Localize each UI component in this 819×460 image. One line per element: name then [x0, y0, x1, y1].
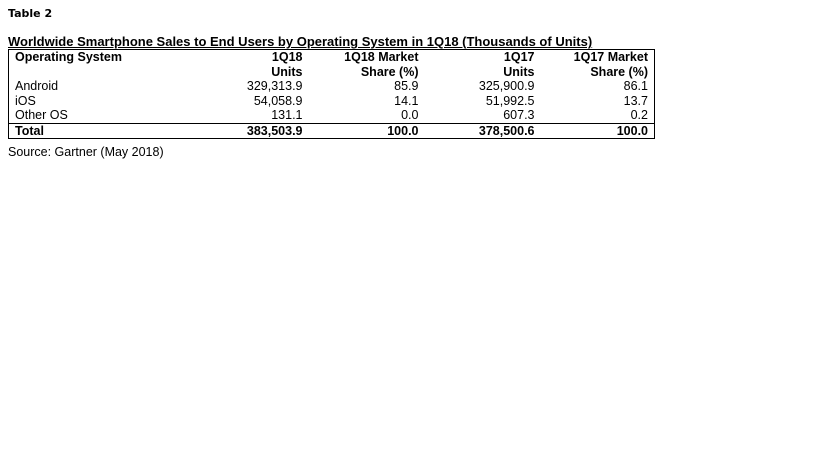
header-1q17-share [541, 50, 655, 80]
cell-os: Android [15, 79, 59, 93]
header-1q18-units [179, 50, 309, 80]
cell-1q17-share: 100.0 [541, 123, 655, 139]
cell-os: Other OS [15, 108, 68, 122]
total-row [9, 123, 655, 139]
cell-1q18-share: 0.0 [401, 108, 419, 122]
cell-1q18-units: 131.1 [271, 108, 303, 122]
cell-os: iOS [15, 93, 36, 108]
header-line: Units [271, 64, 303, 79]
cell-1q17-share: 0.2 [630, 108, 648, 122]
cell-1q17-units: 51,992.5 [485, 93, 535, 108]
header-line: 1Q17 Market [573, 50, 648, 64]
header-line: 1Q17 [503, 50, 535, 64]
cell-1q17-units: 378,500.6 [425, 123, 541, 139]
cell-1q18-share: 14.1 [394, 93, 419, 108]
header-line: Share (%) [360, 64, 419, 79]
header-line: 1Q18 Market [344, 50, 419, 64]
cell-1q17-share: 86.1 [623, 79, 648, 93]
header-line: 1Q18 [271, 50, 303, 64]
header-1q17-units [425, 50, 541, 80]
cell-1q17-share: 13.7 [623, 93, 648, 108]
header-1q18-share [309, 50, 425, 80]
table-row [9, 94, 655, 109]
table-label: Table 2 [8, 7, 53, 20]
sales-table [8, 49, 655, 139]
header-row [9, 50, 655, 80]
cell-1q17-units: 325,900.9 [478, 79, 535, 93]
cell-1q17-units: 607.3 [503, 108, 535, 122]
table-title: Worldwide Smartphone Sales to End Users by Operating System in 1Q18 (Thousands of Units) [8, 34, 593, 49]
table-row [9, 108, 655, 123]
source-note: Source: Gartner (May 2018) [8, 145, 164, 159]
table-row [9, 79, 655, 94]
cell-1q18-share: 85.9 [394, 79, 419, 93]
header-operating-system [9, 50, 179, 80]
cell-1q18-units: 54,058.9 [253, 93, 303, 108]
header-line: Share (%) [590, 64, 648, 79]
header-line: Units [503, 64, 535, 79]
cell-1q18-units: 383,503.9 [179, 123, 309, 139]
header-line: Operating System [15, 50, 122, 64]
cell-os: Total [9, 123, 179, 139]
cell-1q18-share: 100.0 [309, 123, 425, 139]
cell-1q18-units: 329,313.9 [246, 79, 303, 93]
